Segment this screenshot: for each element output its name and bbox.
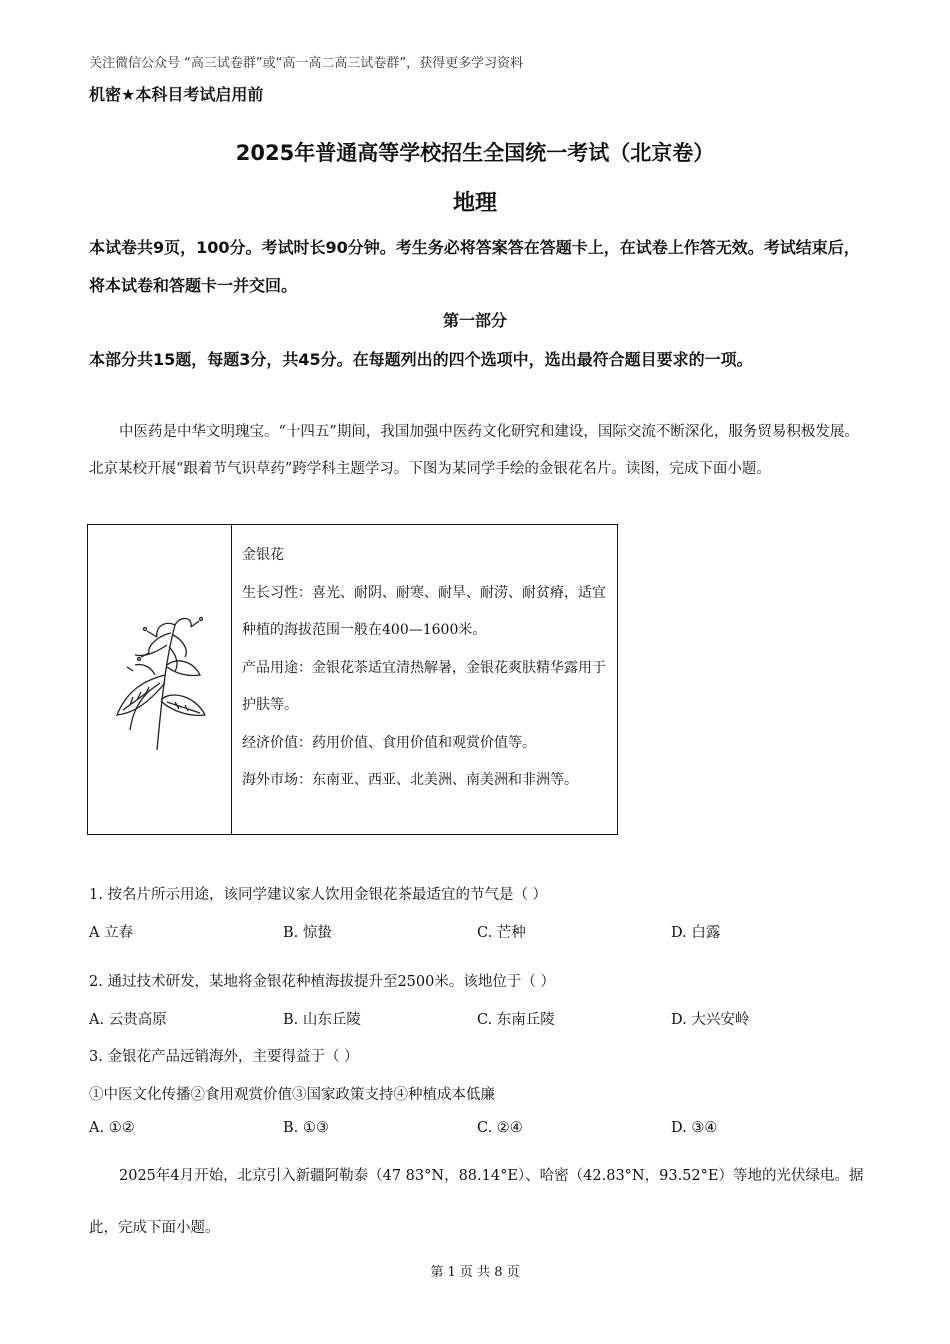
option-c: C. ②④ — [477, 1120, 523, 1136]
honeysuckle-card — [87, 524, 618, 835]
question-3-stem: 3. 金银花产品远销海外，主要得益于（ ） — [89, 1049, 359, 1065]
card-image-cell — [88, 525, 232, 834]
exam-title: 2025年普通高等学校招生全国统一考试（北京卷） — [235, 141, 715, 165]
exam-instructions: 本试卷共9页，100分。考试时长90分钟。考生务必将答案答在答题卡上，在试卷上作答无效。考试结束后，将本试卷和答题卡一并交回。 — [89, 238, 860, 295]
question-2-stem: 2. 通过技术研发，某地将金银花种植海拔提升至2500米。该地位于（ ） — [89, 974, 555, 990]
question-1-options — [89, 921, 869, 942]
option-a: A. ①② — [89, 1120, 135, 1136]
passage-2: 2025年4月开始，北京引入新疆阿勒泰（47 83°N，88.14°E）、哈密（42.83°N，93.52°E）等地的光伏绿电。据此，完成下面小题。 — [89, 1168, 864, 1236]
option-b: B. 惊蛰 — [283, 925, 332, 941]
subject-title: 地理 — [452, 191, 497, 216]
card-product-usage: 产品用途：金银花茶适宜清热解暑，金银花爽肤精华露用于护肤等。 — [242, 659, 606, 713]
option-b: B. ①③ — [283, 1120, 329, 1136]
question-3-options — [89, 1120, 869, 1136]
passage-1: 中医药是中华文明瑰宝。“十四五”期间，我国加强中医药文化研究和建设，国际交流不断深化，服务贸易积极发展。北京某校开展“跟着节气识草药”跨学科主题学习。下图为某同学手绘的金银花名片。读图，完成下面小题。 — [89, 424, 859, 477]
promo-notice: 关注微信公众号 “高三试卷群”或“高一高二高三试卷群”，获得更多学习资料 — [89, 56, 524, 71]
card-text-cell — [232, 525, 617, 834]
option-b: B. 山东丘陵 — [283, 1012, 361, 1028]
option-c: C. 芒种 — [477, 925, 526, 941]
part-heading: 第一部分 — [442, 311, 507, 330]
card-overseas-market: 海外市场：东南亚、西亚、北美洲、南美洲和非洲等。 — [242, 772, 578, 788]
question-1-stem: 1. 按名片所示用途，该同学建议家人饮用金银花茶最适宜的节气是（ ） — [89, 887, 548, 903]
card-plant-name: 金银花 — [242, 547, 284, 563]
option-d: D. 大兴安岭 — [671, 1012, 750, 1028]
card-growth-habit: 生长习性：喜光、耐阴、耐寒、耐旱、耐涝、耐贫瘠，适宜种植的海拔范围一般在400—1600米。 — [242, 584, 606, 638]
option-a: A 立春 — [89, 925, 134, 941]
option-c: C. 东南丘陵 — [477, 1012, 555, 1028]
option-a: A. 云贵高原 — [89, 1012, 167, 1028]
honeysuckle-drawing-icon — [105, 605, 215, 755]
confidential-label: 机密★本科目考试启用前 — [89, 85, 264, 104]
card-economic-value: 经济价值：药用价值、食用价值和观赏价值等。 — [242, 734, 536, 751]
option-d: D. ③④ — [671, 1120, 718, 1136]
part-description: 本部分共15题，每题3分，共45分。在每题列出的四个选项中，选出最符合题目要求的一项。 — [89, 350, 753, 369]
page-footer: 第 1 页 共 8 页 — [430, 1265, 520, 1280]
question-2-options — [89, 1008, 869, 1029]
question-3-statements: ①中医文化传播②食用观赏价值③国家政策支持④种植成本低廉 — [89, 1087, 495, 1103]
option-d: D. 白露 — [671, 925, 721, 941]
